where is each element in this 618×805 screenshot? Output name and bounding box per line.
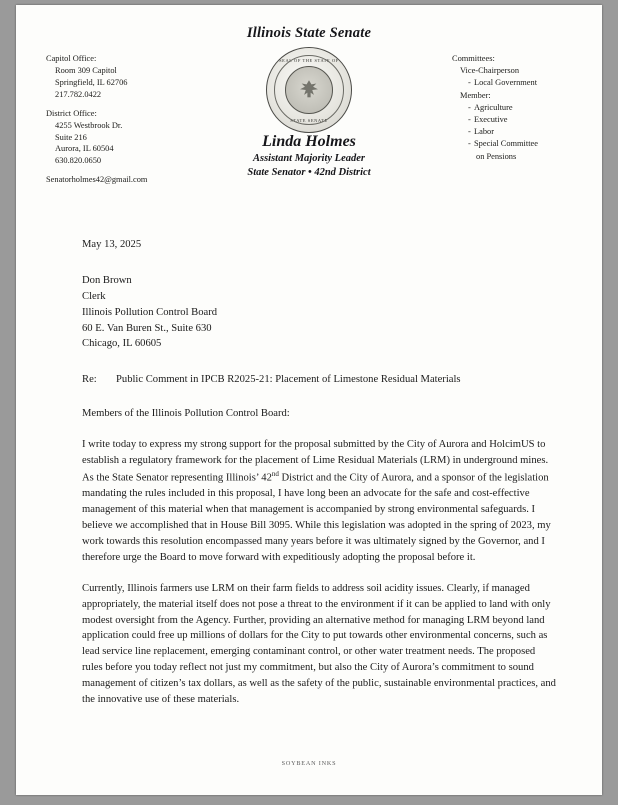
ordinal-superscript: nd <box>271 469 279 478</box>
senator-role: Assistant Majority Leader <box>252 153 365 164</box>
subject-label: Re: <box>82 374 97 386</box>
capitol-office-heading: Capitol Office: <box>46 54 97 63</box>
recipient-address <box>82 273 558 352</box>
committee-item-label: Agriculture <box>474 102 513 112</box>
capitol-office-line: Springfield, IL 62706 <box>55 77 128 87</box>
eagle-icon <box>296 77 322 103</box>
subject-text: Public Comment in IPCB R2025-21: Placement of Limestone Residual Materials <box>116 374 461 386</box>
capitol-office-line: 217.782.0422 <box>55 89 102 99</box>
body-paragraph-1 <box>82 437 558 566</box>
district-office-line: Aurora, IL 60504 <box>55 144 114 154</box>
committees-heading: Committees: <box>452 54 495 63</box>
committee-item-label: Local Government <box>474 78 538 88</box>
district-office-block <box>46 108 147 168</box>
contact-block <box>46 53 147 186</box>
body-paragraph-2: Currently, Illinois farmers use LRM on their farm fields to address soil acidity issues. Clearly, if managed appropriately, the material itself does not pose a threat to the environment if it can be applied to land with only modest oversight from the Agency. Further, providing an alternative method for managing LRM beyond land application could free up millions of dollars for the City to put towards other environmental concerns, such as lead service line replacement, emerging contaminant control, or other water treatment needs. The proposed rules before you today reflect not just my commitment, but also the City of Aurora’s commitment to sound management of citizen’s tax dollars, as well as the safety of the public, sustainable environmental practices, and the innovative use of these materials. <box>82 582 556 706</box>
contact-email: Senatorholmes42@gmail.com <box>46 175 148 185</box>
letter-page <box>16 5 602 795</box>
letter-date: May 13, 2025 <box>82 239 142 250</box>
committee-item: - Executive <box>468 114 508 124</box>
committees-block <box>452 53 572 163</box>
committee-item-label: Labor <box>474 127 494 137</box>
recipient-line: Clerk <box>82 290 106 302</box>
committee-item-label: Executive <box>474 114 508 124</box>
recipient-line: 60 E. Van Buren St., Suite 630 <box>82 322 212 334</box>
district-office-heading: District Office: <box>46 108 97 118</box>
recipient-line: Illinois Pollution Control Board <box>82 306 218 318</box>
recipient-line: Chicago, IL 60605 <box>82 338 162 350</box>
salutation: Members of the Illinois Pollution Control Board: <box>82 408 290 420</box>
capitol-office-block <box>46 53 147 101</box>
committee-item: - Local Government <box>468 78 538 88</box>
letterhead <box>16 5 602 190</box>
senate-title: Illinois State Senate <box>246 25 372 41</box>
district-office-line: Suite 216 <box>55 132 87 142</box>
committees-member-label: Member: <box>460 90 491 100</box>
state-seal <box>266 47 352 133</box>
paragraph-1-part-b: District and the City of Aurora, and a sponsor of the legislation mandating the rules included in this proposal, I have long been an advocate for the safe and cost-effective management of this material when that management is accompanied by strong environmental safeguards. I believe we accomplished that in House Bill 3095. While this legislation was adopted in the spring of 2023, my work towards this resolution encompassed many years before it was ultimately signed by the Governor, and I therefore urge the Board to move forward with expeditiously adopting the proposal before it. <box>82 472 551 563</box>
capitol-office-line: Room 309 Capitol <box>55 65 117 75</box>
senator-district: State Senator • 42nd District <box>247 167 371 178</box>
paragraph-1-part-a: I write today to express my strong support for the proposal submitted by the City of Aurora and HolcimUS to establish a regulatory framework for the placement of Lime Residual Materials (LRM) in underground mines. As the State Senator representing Illinois’ 42 <box>82 439 549 484</box>
committees-vice-chair-label: Vice-Chairperson <box>460 66 520 76</box>
committee-item: - Special Committee <box>468 139 538 149</box>
recipient-line: Don Brown <box>82 274 132 286</box>
subject-line <box>82 372 558 388</box>
committee-item: - Agriculture <box>468 102 513 112</box>
senator-name: Linda Holmes <box>262 133 356 150</box>
seal-top-text: SEAL OF THE STATE OF <box>279 58 339 63</box>
footer-print-code: SOYBEAN INKS <box>281 760 337 767</box>
committee-item: - Labor <box>468 127 494 137</box>
seal-bottom-text: STATE SENATE <box>290 118 328 123</box>
district-office-line: 4255 Westbrook Dr. <box>55 120 123 130</box>
district-office-line: 630.820.0650 <box>55 156 102 166</box>
letter-body <box>82 237 558 723</box>
committee-subitem-label: on Pensions <box>476 151 517 161</box>
committee-item-label: Special Committee <box>474 139 538 149</box>
